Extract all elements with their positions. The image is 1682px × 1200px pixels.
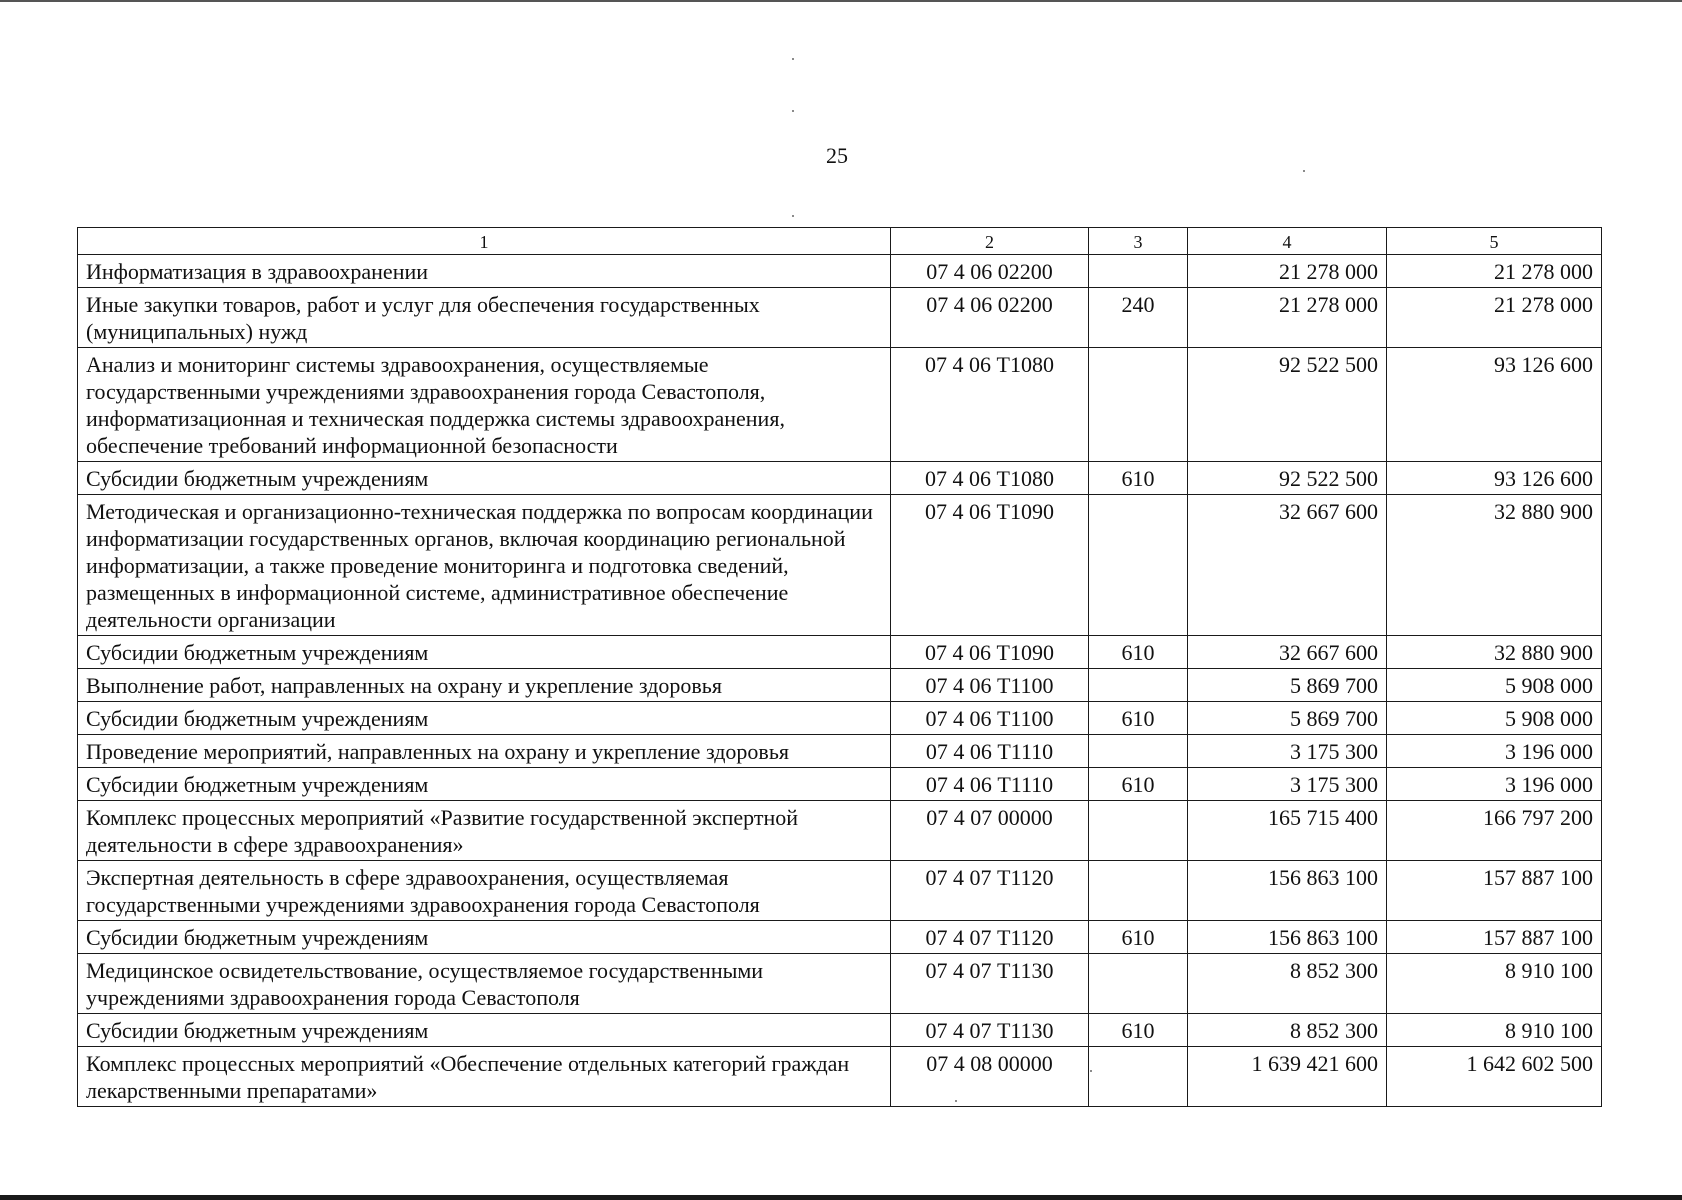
row-name: Субсидии бюджетным учреждениям [78, 1014, 891, 1047]
row-sum-year-2: 8 910 100 [1387, 954, 1602, 1014]
row-code: 07 4 06 02200 [891, 255, 1089, 288]
table-row [78, 348, 1602, 462]
row-expense-type: 610 [1089, 768, 1188, 801]
table-row [78, 288, 1602, 348]
row-sum-year-2: 21 278 000 [1387, 255, 1602, 288]
row-sum-year-1: 92 522 500 [1188, 462, 1387, 495]
table-row [78, 921, 1602, 954]
row-sum-year-1: 21 278 000 [1188, 255, 1387, 288]
row-code: 07 4 07 00000 [891, 801, 1089, 861]
scan-bottom-edge [0, 1195, 1682, 1200]
row-name: Методическая и организационно-техническая поддержка по вопросам координации информатизации государственных органов, включая координацию региональной информатизации, а также проведение мониторинга и подготовка сведений, размещенных в информационной системе, административное обеспечение деятельности организации [78, 495, 891, 636]
row-sum-year-2: 3 196 000 [1387, 768, 1602, 801]
row-name: Анализ и мониторинг системы здравоохранения, осуществляемые государственными учреждениями здравоохранения города Севастополя, информатизационная и техническая поддержка системы здравоохранения, обеспечение требований информационной безопасности [78, 348, 891, 462]
row-code: 07 4 06 02200 [891, 288, 1089, 348]
row-sum-year-2: 8 910 100 [1387, 1014, 1602, 1047]
row-name: Субсидии бюджетным учреждениям [78, 921, 891, 954]
table-row [78, 768, 1602, 801]
row-sum-year-1: 1 639 421 600 [1188, 1047, 1387, 1107]
row-sum-year-1: 3 175 300 [1188, 768, 1387, 801]
row-sum-year-1: 8 852 300 [1188, 1014, 1387, 1047]
row-name: Субсидии бюджетным учреждениям [78, 768, 891, 801]
row-sum-year-1: 156 863 100 [1188, 921, 1387, 954]
budget-allocation-table [77, 227, 1602, 1107]
scan-speck [1303, 170, 1305, 172]
row-name: Информатизация в здравоохранении [78, 255, 891, 288]
scan-top-edge [0, 0, 1682, 2]
table-row [78, 801, 1602, 861]
row-expense-type: 610 [1089, 921, 1188, 954]
table-row [78, 702, 1602, 735]
row-sum-year-2: 21 278 000 [1387, 288, 1602, 348]
row-name: Проведение мероприятий, направленных на охрану и укрепление здоровья [78, 735, 891, 768]
row-expense-type [1089, 495, 1188, 636]
row-sum-year-2: 157 887 100 [1387, 861, 1602, 921]
row-sum-year-2: 5 908 000 [1387, 702, 1602, 735]
row-code: 07 4 07 Т1130 [891, 954, 1089, 1014]
row-code: 07 4 07 Т1130 [891, 1014, 1089, 1047]
row-sum-year-1: 21 278 000 [1188, 288, 1387, 348]
row-sum-year-1: 32 667 600 [1188, 636, 1387, 669]
row-sum-year-1: 3 175 300 [1188, 735, 1387, 768]
row-name: Медицинское освидетельствование, осуществляемое государственными учреждениями здравоохранения города Севастополя [78, 954, 891, 1014]
row-sum-year-2: 93 126 600 [1387, 462, 1602, 495]
column-header-5: 5 [1387, 228, 1602, 255]
row-sum-year-1: 5 869 700 [1188, 669, 1387, 702]
scan-speck [792, 110, 794, 112]
page-number: 25 [826, 143, 848, 168]
row-name: Экспертная деятельность в сфере здравоохранения, осуществляемая государственными учреждениями здравоохранения города Севастополя [78, 861, 891, 921]
row-expense-type [1089, 801, 1188, 861]
table-row [78, 735, 1602, 768]
row-code: 07 4 06 Т1090 [891, 495, 1089, 636]
row-expense-type [1089, 954, 1188, 1014]
row-name: Субсидии бюджетным учреждениям [78, 462, 891, 495]
table-row [78, 636, 1602, 669]
row-expense-type [1089, 861, 1188, 921]
row-name: Субсидии бюджетным учреждениям [78, 702, 891, 735]
row-expense-type [1089, 255, 1188, 288]
row-expense-type [1089, 348, 1188, 462]
table-row [78, 861, 1602, 921]
row-name: Иные закупки товаров, работ и услуг для обеспечения государственных (муниципальных) нужд [78, 288, 891, 348]
column-header-3: 3 [1089, 228, 1188, 255]
row-code: 07 4 07 Т1120 [891, 861, 1089, 921]
row-sum-year-2: 157 887 100 [1387, 921, 1602, 954]
table-row [78, 1047, 1602, 1107]
row-expense-type: 240 [1089, 288, 1188, 348]
scan-speck [792, 58, 794, 60]
row-sum-year-1: 165 715 400 [1188, 801, 1387, 861]
row-expense-type: 610 [1089, 702, 1188, 735]
row-code: 07 4 06 Т1100 [891, 669, 1089, 702]
table-row [78, 1014, 1602, 1047]
row-expense-type [1089, 1047, 1188, 1107]
table-header-row [78, 228, 1602, 255]
row-sum-year-2: 32 880 900 [1387, 495, 1602, 636]
row-code: 07 4 06 Т1080 [891, 348, 1089, 462]
table-row [78, 462, 1602, 495]
row-code: 07 4 06 Т1110 [891, 735, 1089, 768]
row-code: 07 4 06 Т1080 [891, 462, 1089, 495]
row-sum-year-2: 3 196 000 [1387, 735, 1602, 768]
row-code: 07 4 06 Т1100 [891, 702, 1089, 735]
row-sum-year-1: 92 522 500 [1188, 348, 1387, 462]
row-name: Субсидии бюджетным учреждениям [78, 636, 891, 669]
row-sum-year-2: 166 797 200 [1387, 801, 1602, 861]
row-expense-type: 610 [1089, 462, 1188, 495]
row-expense-type [1089, 735, 1188, 768]
row-code: 07 4 07 Т1120 [891, 921, 1089, 954]
row-name: Комплекс процессных мероприятий «Развитие государственной экспертной деятельности в сфере здравоохранения» [78, 801, 891, 861]
row-sum-year-2: 32 880 900 [1387, 636, 1602, 669]
column-header-2: 2 [891, 228, 1089, 255]
row-name: Выполнение работ, направленных на охрану и укрепление здоровья [78, 669, 891, 702]
row-expense-type [1089, 669, 1188, 702]
row-name: Комплекс процессных мероприятий «Обеспечение отдельных категорий граждан лекарственными препаратами» [78, 1047, 891, 1107]
row-expense-type: 610 [1089, 636, 1188, 669]
table-row [78, 954, 1602, 1014]
row-sum-year-2: 93 126 600 [1387, 348, 1602, 462]
row-code: 07 4 06 Т1090 [891, 636, 1089, 669]
row-sum-year-1: 156 863 100 [1188, 861, 1387, 921]
row-sum-year-1: 5 869 700 [1188, 702, 1387, 735]
column-header-1: 1 [78, 228, 891, 255]
row-code: 07 4 06 Т1110 [891, 768, 1089, 801]
column-header-4: 4 [1188, 228, 1387, 255]
row-code: 07 4 08 00000 [891, 1047, 1089, 1107]
table-row [78, 255, 1602, 288]
row-sum-year-1: 8 852 300 [1188, 954, 1387, 1014]
row-sum-year-2: 1 642 602 500 [1387, 1047, 1602, 1107]
row-sum-year-1: 32 667 600 [1188, 495, 1387, 636]
table-row [78, 669, 1602, 702]
row-sum-year-2: 5 908 000 [1387, 669, 1602, 702]
scan-speck [792, 215, 794, 217]
row-expense-type: 610 [1089, 1014, 1188, 1047]
table-row [78, 495, 1602, 636]
